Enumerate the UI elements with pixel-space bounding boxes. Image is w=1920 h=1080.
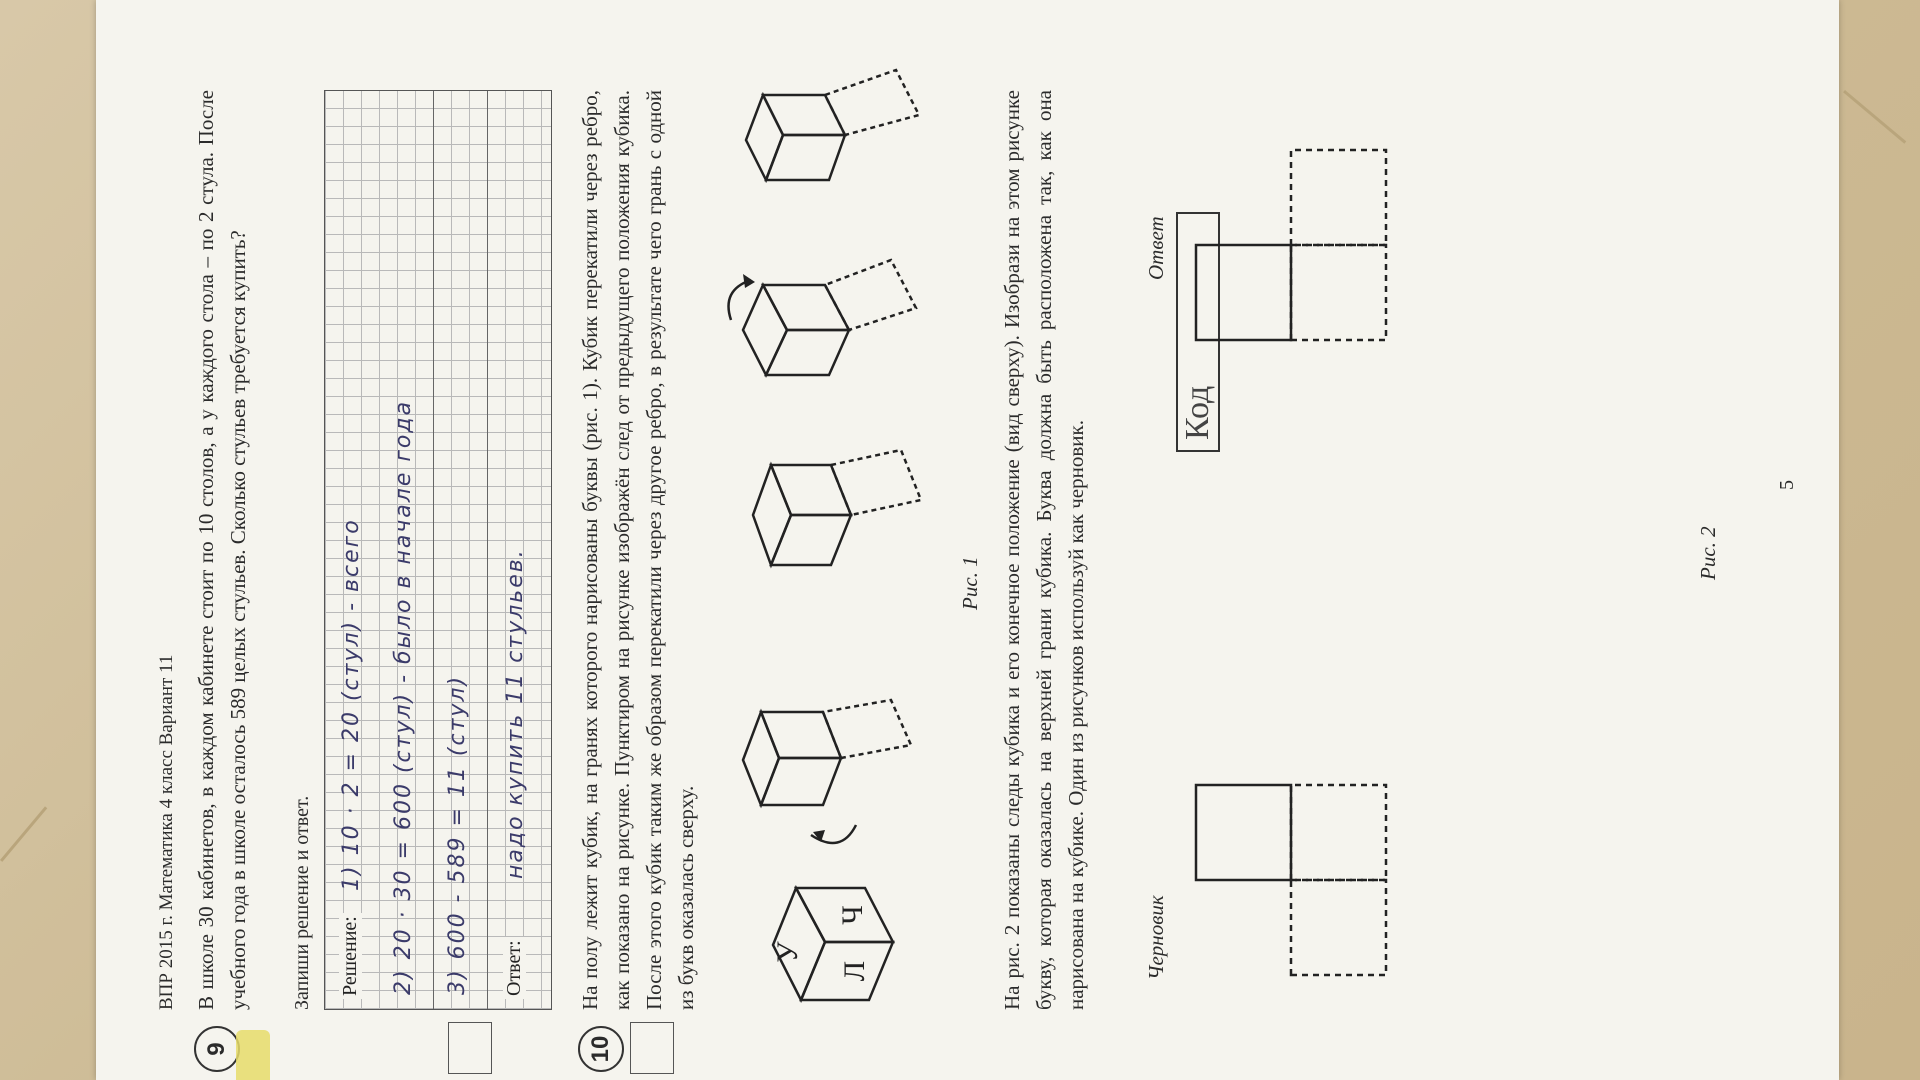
handwritten-answer: надо купить 11 стульев. xyxy=(503,548,528,879)
task-10-instructions: На рис. 2 показаны следы кубика и его конечное положение (вид сверху). Изобрази на этом рисунке букву, которая оказалась на верхней грани кубика. Буква должна быть расположена так, как она нарисована на кубике. Один из рисунков используй как черновик. xyxy=(1000,90,1088,1010)
answer-label: Ответ: xyxy=(503,937,526,999)
worksheet-page xyxy=(96,0,1839,1080)
score-box-9[interactable] xyxy=(448,1022,492,1074)
task-10-text: На полу лежит кубик, на гранях которого нарисованы буквы (рис. 1). Кубик перекатили через ребро, как показано на рисунке. Пунктиром на рисунке изображён след от предыдущего положения кубика. После этого кубик таким же образом перекатили через другое ребро, в результате чего грань с одной из букв оказалась сверху. xyxy=(578,90,698,1010)
photographed-sheet xyxy=(96,0,1839,1080)
solution-grid[interactable] xyxy=(324,90,552,1010)
rolled-cube-1 xyxy=(743,700,911,843)
cube-letter-top: У xyxy=(771,941,804,963)
code-label: Код xyxy=(1179,385,1216,440)
figure-2-answer[interactable] xyxy=(1176,60,1406,360)
floor-seam xyxy=(0,806,47,862)
page-number: 5 xyxy=(1776,480,1798,490)
draft-label: Черновик xyxy=(1144,895,1168,980)
grid-row-divider xyxy=(433,91,434,1009)
task-number-10: 10 xyxy=(578,1026,624,1072)
solution-label: Решение: xyxy=(339,913,362,999)
figure-2-caption: Рис. 2 xyxy=(1696,526,1720,580)
task-number-9: 9 xyxy=(194,1026,240,1072)
handwritten-step-1: 1) 10 · 2 = 20 (стул) - всего xyxy=(339,518,364,891)
grid-row-divider xyxy=(487,91,488,1009)
floor-seam xyxy=(1843,90,1906,144)
page-header: ВПР 2015 г. Математика 4 класс Вариант 11 xyxy=(156,654,177,1010)
handwritten-step-3: 3) 600 - 589 = 11 (стул) xyxy=(445,674,470,995)
yellow-marker-stain xyxy=(236,1030,270,1080)
answer-figure-label: Ответ xyxy=(1144,216,1168,280)
task-9-text: В школе 30 кабинетов, в каждом кабинете стоит по 10 столов, а у каждого стола – по 2 стула. После учебного года в школе осталось 589 целых стульев. Сколько стульев требуется купить? xyxy=(194,90,250,1010)
task-9-prompt: Запиши решение и ответ. xyxy=(291,795,313,1010)
cube-letter-left: Л xyxy=(838,960,871,982)
rolled-cube-4 xyxy=(746,70,919,180)
figure-2-draft[interactable] xyxy=(1176,690,1406,990)
figure-1-cube-rolls xyxy=(721,60,961,1020)
score-box-10[interactable] xyxy=(630,1022,674,1074)
handwritten-step-2: 2) 20 · 30 = 600 (стул) - было в начале года xyxy=(391,399,416,995)
cube-letter-right: Ч xyxy=(836,905,869,925)
figure-1-caption: Рис. 1 xyxy=(958,556,982,610)
rolled-cube-2 xyxy=(753,450,921,565)
rolled-cube-3 xyxy=(729,260,917,375)
